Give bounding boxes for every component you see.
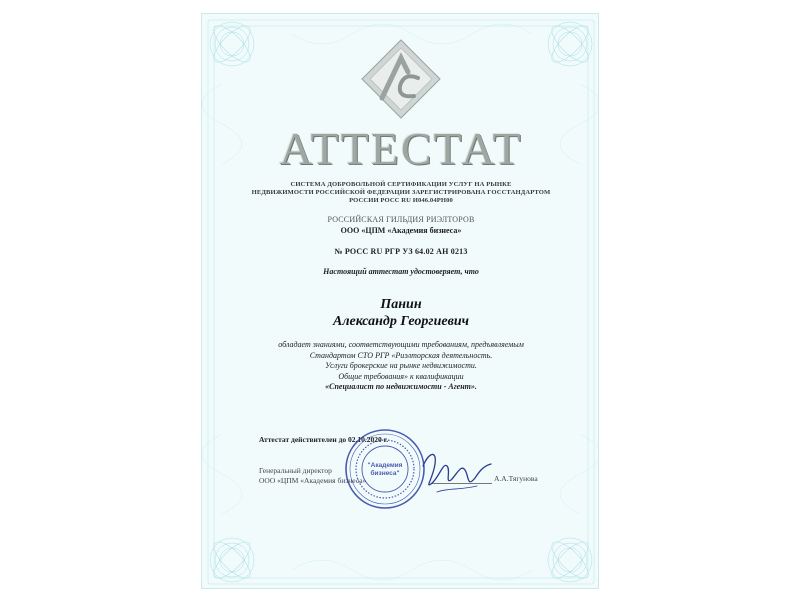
certificate-number: № РОСС RU РГР УЗ 64.02 АН 0213 bbox=[334, 247, 468, 256]
description-line: Услуги брокерские на рынке недвижимости. bbox=[325, 361, 477, 370]
organization-name: ООО «ЦПМ «Академия бизнеса» bbox=[340, 226, 462, 235]
certification-system-text bbox=[202, 181, 599, 205]
academy-logo bbox=[360, 38, 442, 120]
guild-name: РОССИЙСКАЯ ГИЛЬДИЯ РИЭЛТОРОВ bbox=[327, 215, 475, 224]
holder-given-names: Александр Георгиевич bbox=[333, 314, 469, 329]
validity-date: Аттестат действителен до 02.10.2020 г. bbox=[259, 435, 389, 444]
director-title: Генеральный директор bbox=[259, 466, 332, 475]
certificate-sheet bbox=[201, 13, 599, 589]
certifies-statement: Настоящий аттестат удостоверяет, что bbox=[323, 267, 479, 276]
holder-surname: Панин bbox=[380, 297, 422, 312]
system-line: НЕДВИЖИМОСТИ РОССИЙСКОЙ ФЕДЕРАЦИИ ЗАРЕГИСТРИРОВАНА ГОССТАНДАРТОМ bbox=[251, 189, 551, 196]
description-line: «Специалист по недвижимости - Агент». bbox=[325, 382, 477, 391]
official-stamp bbox=[344, 428, 426, 510]
qualification-description bbox=[202, 340, 599, 393]
stamp-center-line: "Академия bbox=[367, 462, 403, 469]
stamp-center-line: бизнеса" bbox=[370, 470, 400, 477]
handwritten-signature bbox=[417, 444, 497, 499]
system-line: СИСТЕМА ДОБРОВОЛЬНОЙ СЕРТИФИКАЦИИ УСЛУГ НА РЫНКЕ bbox=[290, 181, 512, 188]
system-line: РОССИИ РОСС RU И046.04РН00 bbox=[349, 197, 453, 204]
certificate-title: АТТЕСТАТ bbox=[279, 123, 523, 174]
director-organization: ООО «ЦПМ «Академия бизнеса» bbox=[259, 476, 367, 485]
signer-name: А.А.Тягунова bbox=[494, 474, 538, 483]
description-line: Общие требования» к квалификации bbox=[338, 371, 464, 381]
description-line: Стандартом СТО РГР «Риэлторская деятельность. bbox=[309, 350, 493, 360]
description-line: обладает знаниями, соответствующими требованиям, предъявляемым bbox=[278, 340, 524, 349]
